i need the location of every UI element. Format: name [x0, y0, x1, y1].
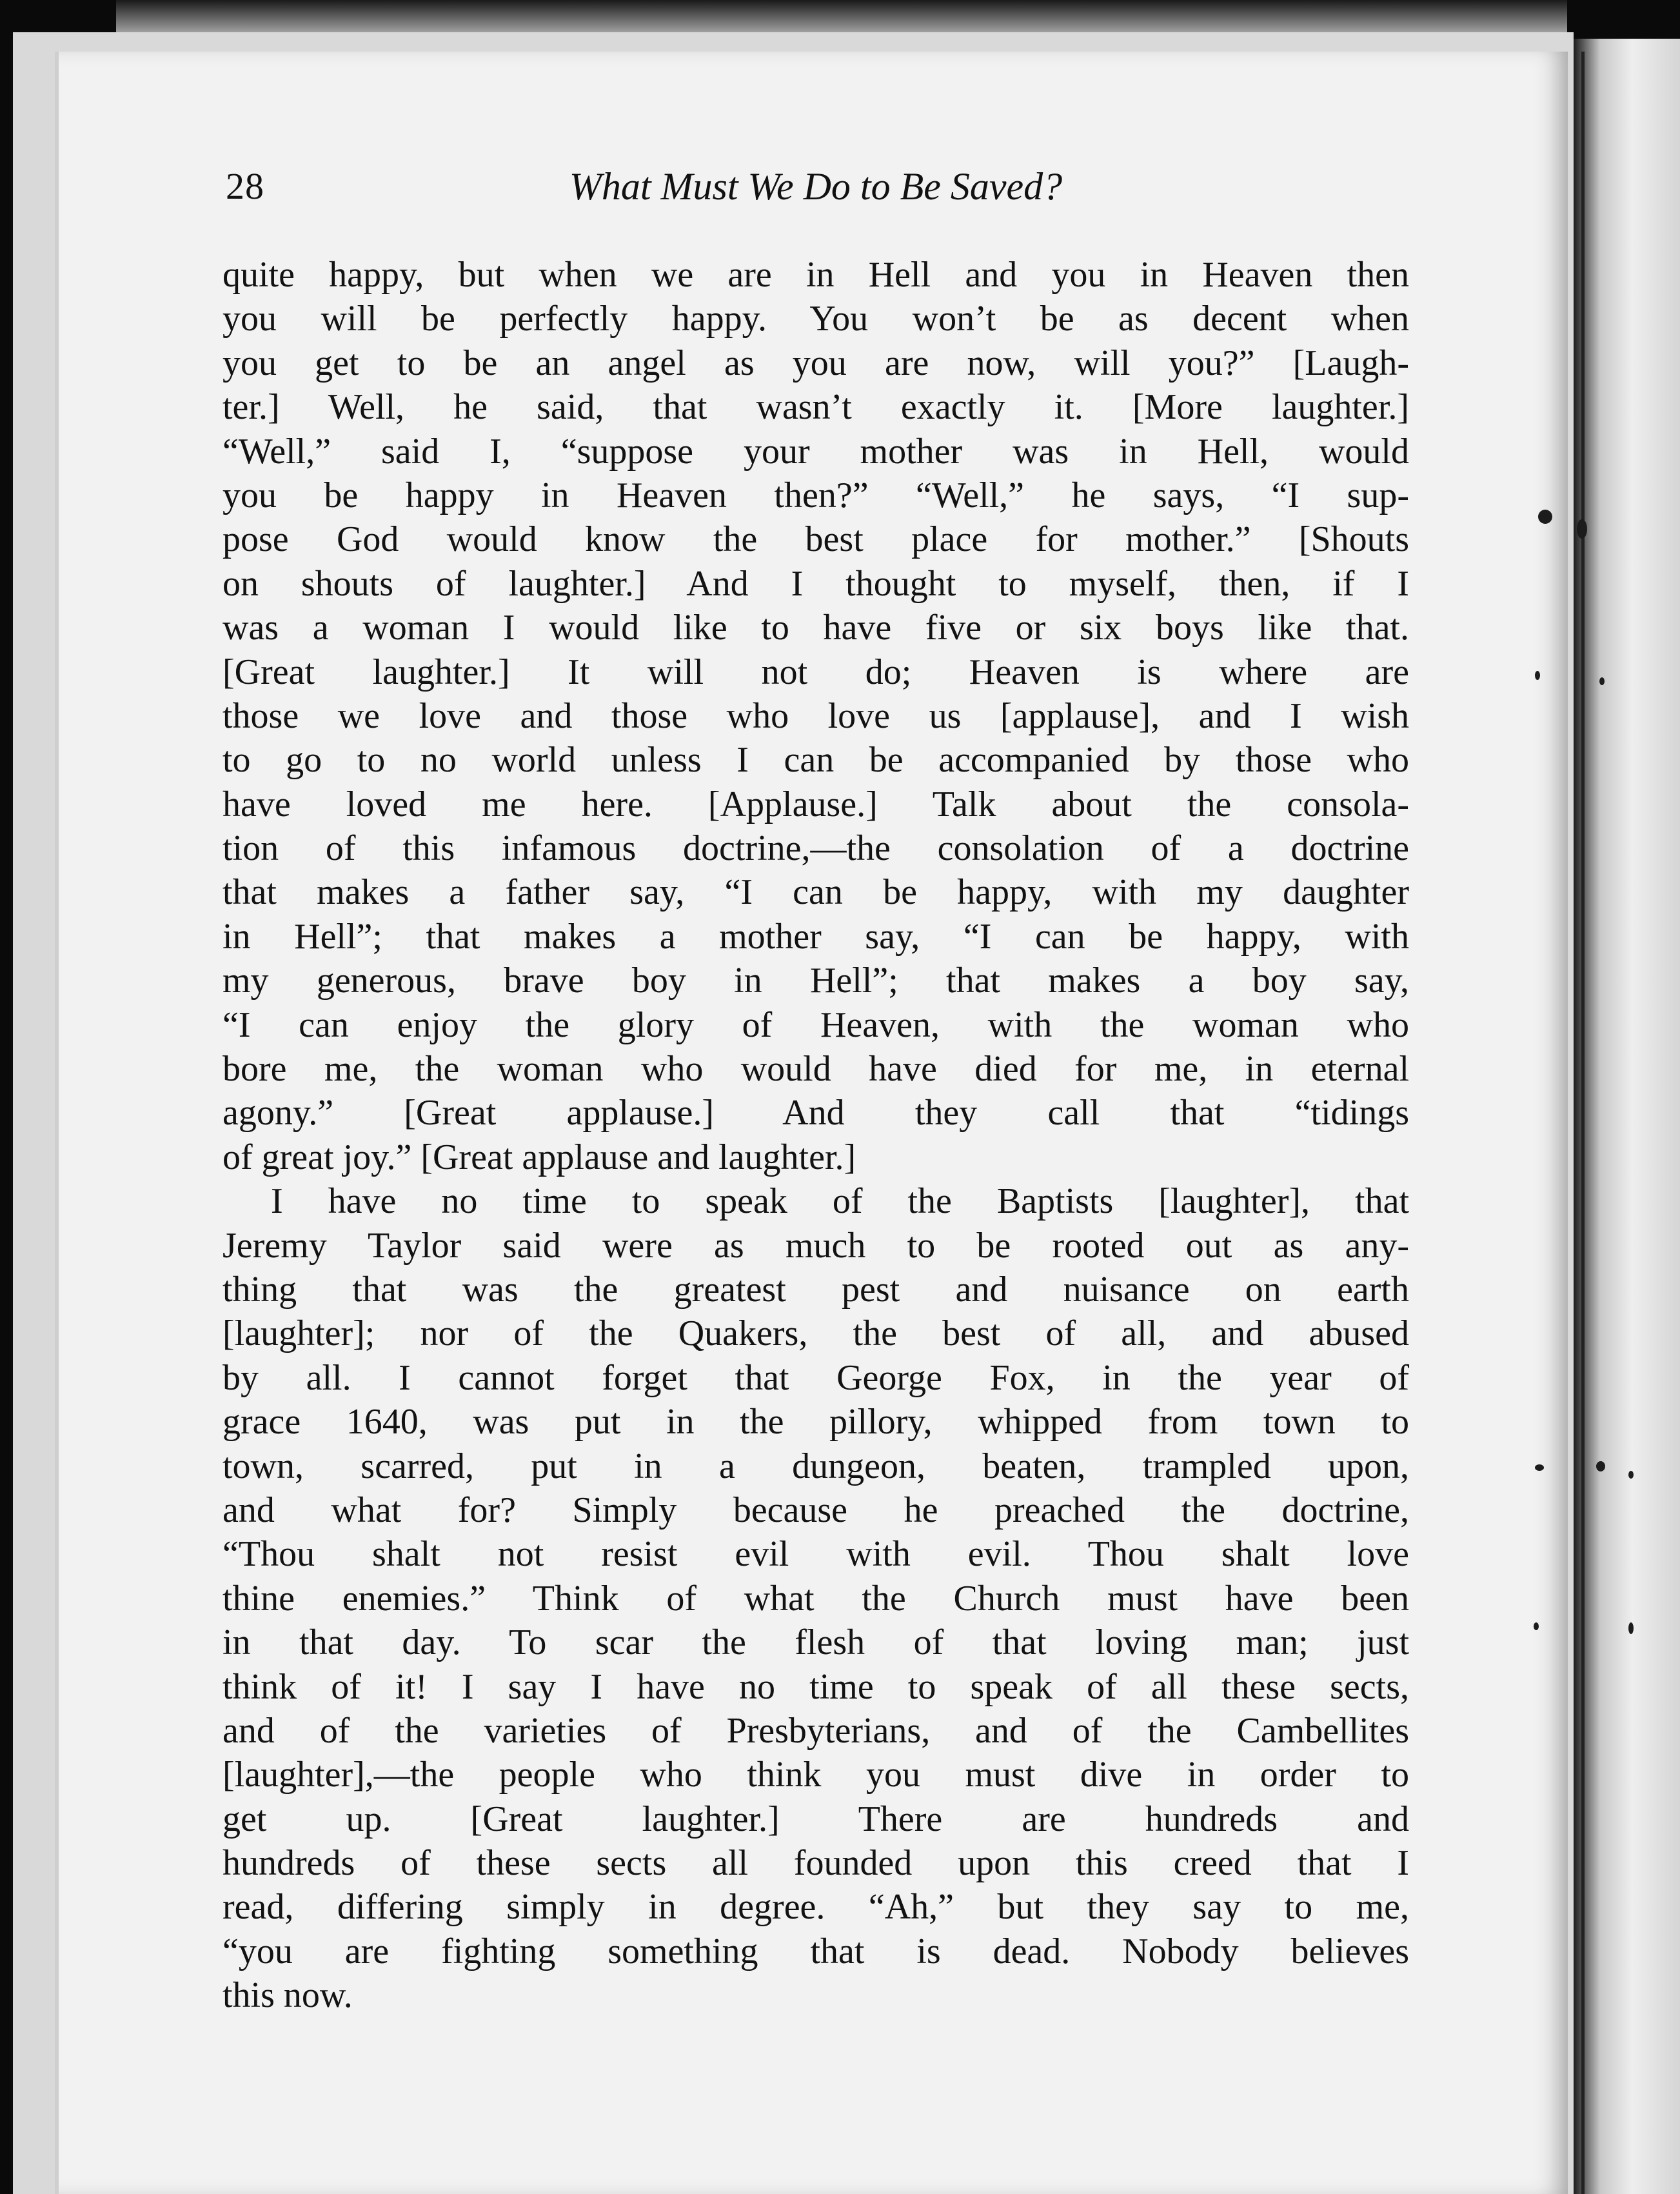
- text-line: my generous, brave boy in Hell”; that makes a boy say,: [222, 961, 1409, 1001]
- text-line: quite happy, but when we are in Hell and you in Heaven then: [222, 255, 1409, 295]
- text-line: grace 1640, was put in the pillory, whipped from town to: [222, 1402, 1409, 1442]
- text-line: tion of this infamous doctrine,—the consolation of a doctrine: [222, 828, 1409, 869]
- text-line: you will be perfectly happy. You won’t be as decent when: [222, 299, 1409, 339]
- text-line: thing that was the greatest pest and nuisance on earth: [222, 1269, 1409, 1310]
- text-line: pose God would know the best place for mother.” [Shouts: [222, 519, 1409, 560]
- running-title: What Must We Do to Be Saved?: [569, 165, 1063, 208]
- text-line: “Thou shalt not resist evil with evil. Thou shalt love: [222, 1534, 1409, 1575]
- text-line: I have no time to speak of the Baptists [laughter], that: [271, 1181, 1409, 1222]
- text-line: “you are fighting something that is dead. Nobody believes: [222, 1931, 1409, 1971]
- text-line: that makes a father say, “I can be happy, with my daughter: [222, 872, 1409, 913]
- ink-speck: [1628, 1622, 1634, 1634]
- ink-speck: [1534, 1622, 1539, 1630]
- ink-speck: [1596, 1461, 1605, 1471]
- text-line: read, differing simply in degree. “Ah,” but they say to me,: [222, 1887, 1409, 1928]
- text-line: on shouts of laughter.] And I thought to myself, then, if I: [222, 563, 1409, 604]
- text-line: thine enemies.” Think of what the Church must have been: [222, 1578, 1409, 1619]
- text-line: and what for? Simply because he preached the doctrine,: [222, 1490, 1409, 1530]
- ink-speck: [1535, 1464, 1544, 1471]
- text-line: of great joy.” [Great applause and laughter.]: [222, 1137, 856, 1177]
- text-line: to go to no world unless I can be accompanied by those who: [222, 740, 1409, 781]
- text-line: [laughter],—the people who think you must dive in order to: [222, 1755, 1409, 1795]
- ink-speck: [1577, 519, 1587, 539]
- text-line: Jeremy Taylor said were as much to be rooted out as any-: [222, 1225, 1409, 1266]
- text-line: town, scarred, put in a dungeon, beaten, trampled upon,: [222, 1446, 1409, 1486]
- text-line: hundreds of these sects all founded upon this creed that I: [222, 1843, 1409, 1884]
- body-text: [222, 253, 1409, 2018]
- text-line: “I can enjoy the glory of Heaven, with the woman who: [222, 1004, 1409, 1045]
- text-line: was a woman I would like to have five or six boys like that.: [222, 608, 1409, 648]
- text-line: ter.] Well, he said, that wasn’t exactly it. [More laughter.]: [222, 387, 1409, 428]
- text-line: you get to be an angel as you are now, will you?” [Laugh-: [222, 343, 1409, 383]
- text-line: by all. I cannot forget that George Fox, in the year of: [222, 1357, 1409, 1398]
- text-line: agony.” [Great applause.] And they call that “tidings: [222, 1093, 1409, 1133]
- page-gutter: [1581, 52, 1585, 2194]
- text-line: have loved me here. [Applause.] Talk about the consola-: [222, 784, 1409, 824]
- text-line: think of it! I say I have no time to speak of all these sects,: [222, 1666, 1409, 1707]
- text-line: get up. [Great laughter.] There are hundreds and: [222, 1799, 1409, 1839]
- ink-speck: [1599, 677, 1605, 685]
- text-line: you be happy in Heaven then?” “Well,” he says, “I sup-: [222, 475, 1409, 515]
- text-line: in Hell”; that makes a mother say, “I can be happy, with: [222, 916, 1409, 957]
- next-page-edge: [1574, 39, 1680, 2194]
- ink-speck: [1628, 1471, 1634, 1479]
- text-line: and of the varieties of Presbyterians, and of the Cambellites: [222, 1710, 1409, 1751]
- text-line: [laughter]; nor of the Quakers, the best of all, and abused: [222, 1313, 1409, 1354]
- text-line: bore me, the woman who would have died for me, in eternal: [222, 1049, 1409, 1090]
- page-number: 28: [226, 165, 264, 207]
- text-line: [Great laughter.] It will not do; Heaven is where are: [222, 652, 1409, 692]
- page-header: [226, 165, 1406, 216]
- ink-speck: [1538, 510, 1552, 524]
- text-line: “Well,” said I, “suppose your mother was in Hell, would: [222, 431, 1409, 472]
- text-line: this now.: [222, 1975, 353, 2016]
- text-line: those we love and those who love us [applause], and I wish: [222, 695, 1409, 736]
- ink-speck: [1535, 671, 1540, 680]
- text-line: in that day. To scar the flesh of that loving man; just: [222, 1622, 1409, 1663]
